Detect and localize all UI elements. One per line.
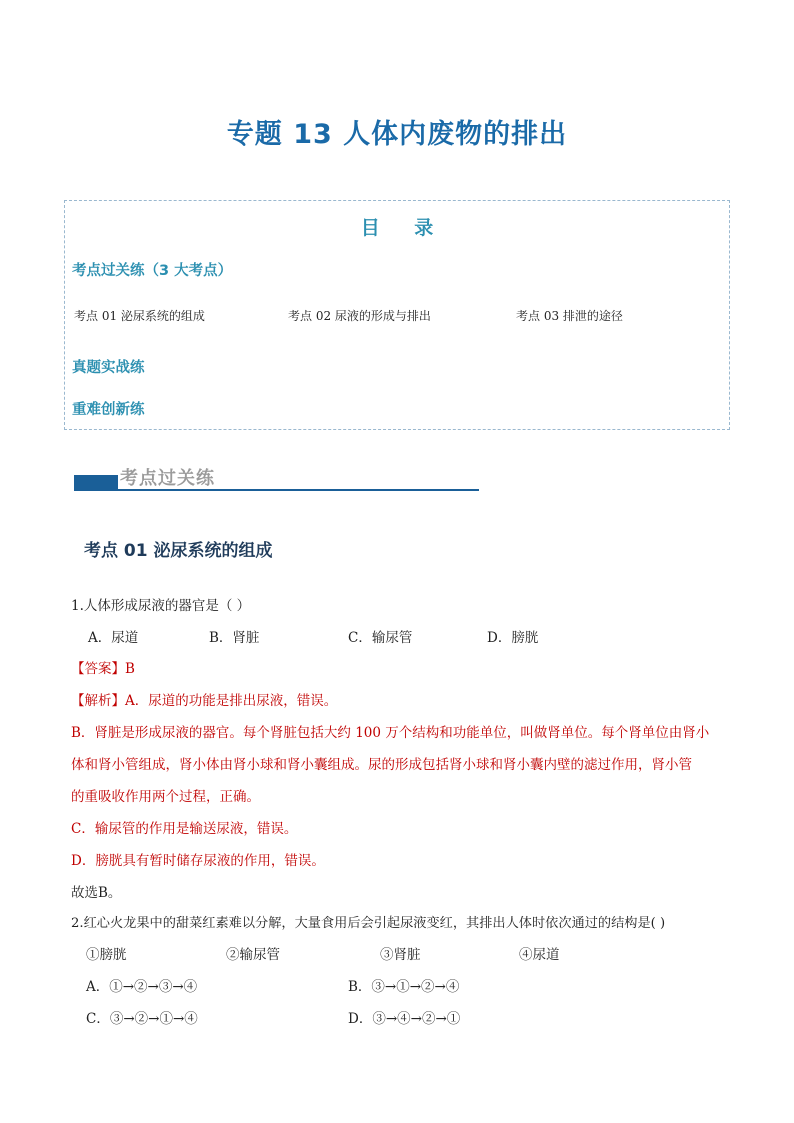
section-title: 考点 01 泌尿系统的组成 — [84, 541, 273, 561]
section-banner — [74, 462, 479, 492]
q2-option-c: C．③→②→①→④ — [86, 1011, 198, 1027]
q1-conclusion: 故选B。 — [71, 885, 122, 901]
toc-link-point-03[interactable]: 考点 03 排泄的途径 — [516, 309, 623, 323]
table-of-contents — [64, 200, 730, 430]
q2-item-4: ④尿道 — [519, 947, 560, 963]
q2-item-2: ②输尿管 — [226, 947, 280, 963]
toc-link-point-01[interactable]: 考点 01 泌尿系统的组成 — [74, 309, 205, 323]
q1-analysis-b-line1: B．肾脏是形成尿液的器官。每个肾脏包括大约 100 万个结构和功能单位，叫做肾单位。每个肾单位由肾小 — [71, 725, 710, 741]
q1-answer — [71, 657, 135, 677]
q2-item-3: ③肾脏 — [380, 947, 421, 963]
q1-analysis-a — [71, 689, 337, 709]
toc-heading: 目 录 — [360, 217, 448, 239]
q2-option-d: D．③→④→②→① — [348, 1011, 461, 1027]
question-1-stem: 1.人体形成尿液的器官是（ ） — [71, 598, 251, 614]
banner-text: 考点过关练 — [120, 468, 215, 489]
q1-option-d: D．膀胱 — [487, 630, 539, 646]
toc-link-point-02[interactable]: 考点 02 尿液的形成与排出 — [288, 309, 431, 323]
q2-item-1: ①膀胱 — [86, 947, 127, 963]
q1-option-a: A．尿道 — [88, 630, 139, 646]
q1-analysis-b-line3: 的重吸收作用两个过程，正确。 — [71, 789, 260, 805]
analysis-a-text: A．尿道的功能是排出尿液，错误。 — [125, 693, 338, 709]
q1-analysis-b-line2: 体和肾小管组成，肾小体由肾小球和肾小囊组成。尿的形成包括肾小球和肾小囊内壁的滤过作用，肾小管 — [71, 757, 692, 773]
q2-option-b: B．③→①→②→④ — [348, 979, 460, 995]
question-2-stem: 2.红心火龙果中的甜菜红素难以分解，大量食用后会引起尿液变红，其排出人体时依次通过的结构是( ) — [71, 916, 666, 931]
banner-underline — [74, 489, 479, 491]
banner-bar — [74, 475, 118, 489]
q1-analysis-c: C．输尿管的作用是输送尿液，错误。 — [71, 821, 298, 837]
q1-option-b: B．肾脏 — [209, 630, 260, 646]
toc-link-checkpoint-practice[interactable]: 考点过关练（3 大考点） — [72, 263, 233, 279]
answer-value: B — [125, 661, 135, 677]
page-title: 专题 13 人体内废物的排出 — [226, 119, 568, 150]
q1-analysis-d: D．膀胱具有暂时储存尿液的作用，错误。 — [71, 853, 325, 869]
toc-link-innovation[interactable]: 重难创新练 — [72, 402, 145, 418]
q1-option-c: C．输尿管 — [348, 630, 413, 646]
q2-option-a: A．①→②→③→④ — [86, 979, 198, 995]
analysis-tag: 【解析】 — [71, 693, 125, 709]
answer-tag: 【答案】 — [71, 661, 125, 677]
toc-link-real-exam[interactable]: 真题实战练 — [72, 360, 145, 376]
